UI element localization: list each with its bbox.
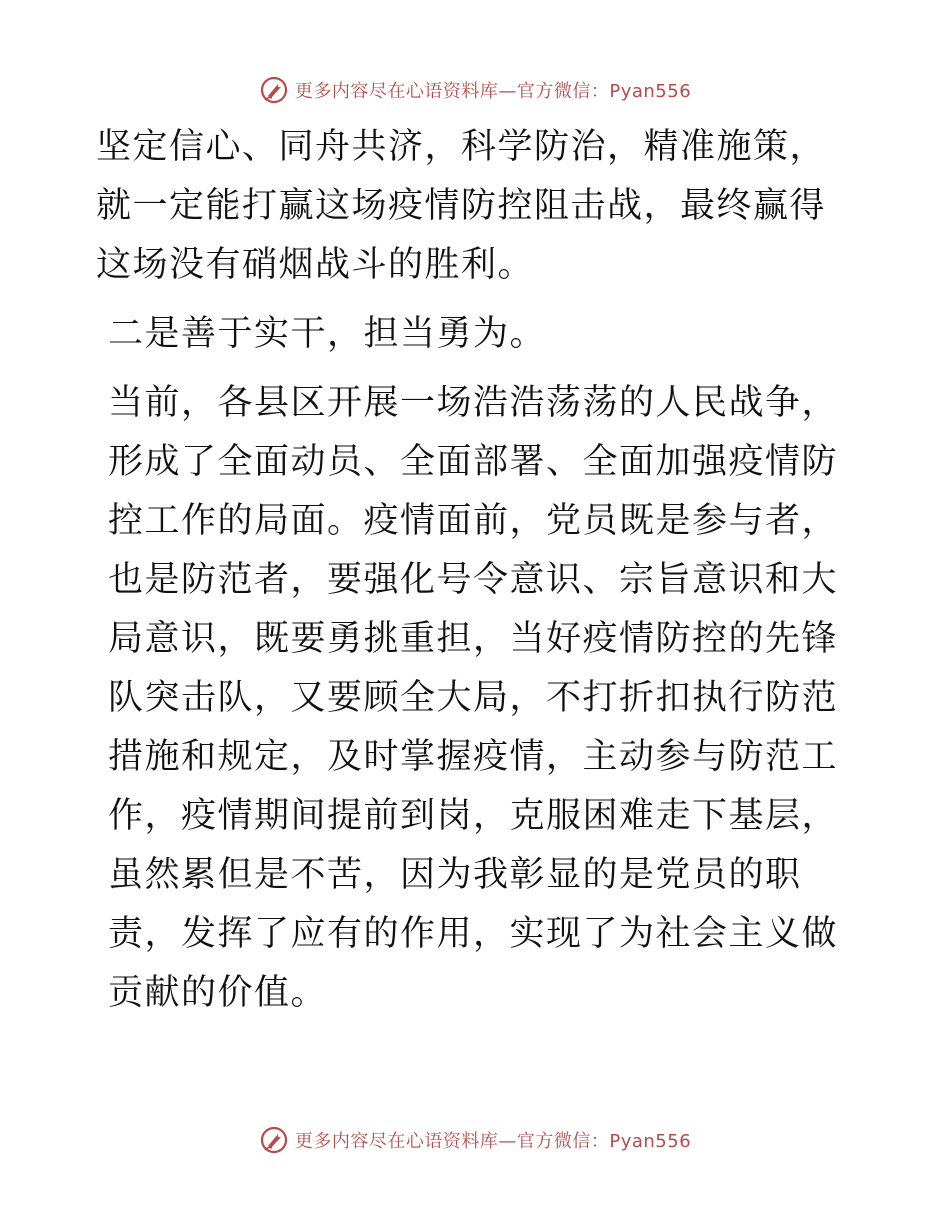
document-body xyxy=(96,118,856,1023)
pen-nib-logo-icon xyxy=(259,75,289,105)
header-banner-text: 更多内容尽在心语资料库—官方微信：Pyan556 xyxy=(294,81,692,102)
header-banner xyxy=(0,70,950,110)
paragraph-1: 坚定信心、同舟共济，科学防治，精准施策，就一定能打赢这场疫情防控阻击战，最终赢得这场没有硝烟战斗的胜利。 xyxy=(96,127,827,285)
paragraph-heading: 二是善于实干，担当勇为。 xyxy=(108,314,547,354)
paragraph-3: 当前，各县区开展一场浩浩荡荡的人民战争，形成了全面动员、全面部署、全面加强疫情防控工作的局面。疫情面前，党员既是参与者，也是防范者，要强化号令意识、宗旨意识和大局意识，既要勇挑重担，当好疫情防控的先锋队突击队，又要顾全大局，不打折扣执行防范措施和规定，及时掌握疫情，主动参与防范工作，疫情期间提前到岗，克服困难走下基层，虽然累但是不苦，因为我彰显的是党员的职责，发挥了应有的作用，实现了为社会主义做贡献的价值。 xyxy=(108,383,839,1013)
footer-banner xyxy=(0,1120,950,1160)
pen-nib-logo-icon xyxy=(259,1125,289,1155)
footer-banner-text: 更多内容尽在心语资料库—官方微信：Pyan556 xyxy=(294,1131,692,1152)
